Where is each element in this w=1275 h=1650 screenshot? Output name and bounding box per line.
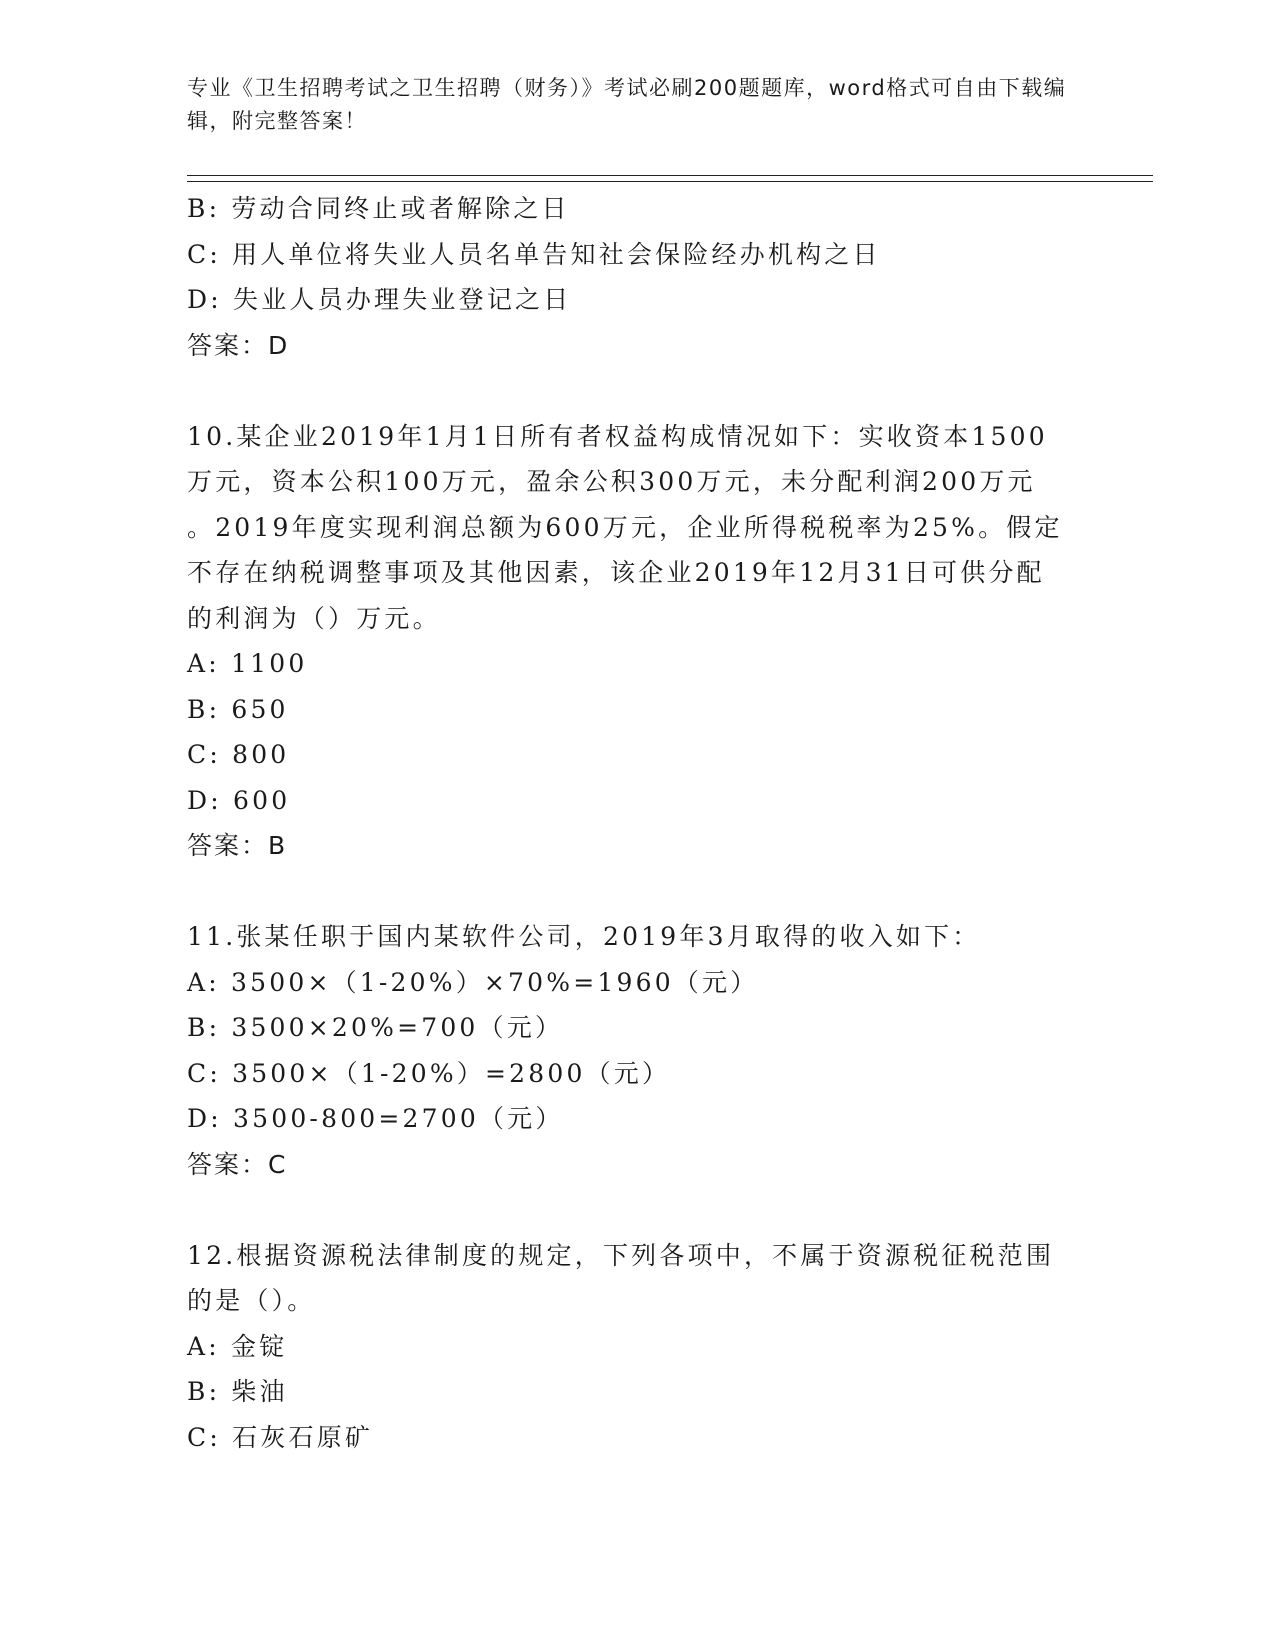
question-11 — [187, 914, 1067, 1187]
option-c: C: 石灰石原矿 — [187, 1422, 374, 1452]
option-a: A: 3500×（1-20%）×70%=1960（元） — [187, 967, 759, 997]
question-stem-line: 不存在纳税调整事项及其他因素，该企业2019年12月31日可供分配 — [187, 558, 1045, 587]
question-stem-line: 万元，资本公积100万元，盈余公积300万元，未分配利润200万元 — [187, 467, 1036, 496]
header-divider-bottom — [187, 181, 1153, 182]
prev-question — [187, 186, 1067, 368]
spacer — [187, 1187, 1067, 1233]
answer-line: 答案：D — [187, 330, 290, 360]
option-c: C: 3500×（1-20%）=2800（元） — [187, 1058, 671, 1088]
option-d: D: 3500-800=2700（元） — [187, 1104, 564, 1133]
option-d: D: 600 — [187, 785, 291, 815]
document-header: 专业《卫生招聘考试之卫生招聘（财务）》考试必刷200题题库，word格式可自由下载编辑，附完整答案！ — [187, 76, 1067, 133]
option-d: D: 失业人员办理失业登记之日 — [187, 285, 572, 314]
option-c: C: 800 — [187, 740, 290, 769]
question-stem-line: 11.张某任职于国内某软件公司，2019年3月取得的收入如下： — [187, 922, 981, 951]
question-stem-line: 12.根据资源税法律制度的规定，下列各项中，不属于资源税征税范围 — [187, 1240, 1055, 1270]
answer-line: 答案：B — [187, 831, 288, 860]
option-b: B: 柴油 — [187, 1377, 288, 1406]
answer-line: 答案：C — [187, 1149, 288, 1179]
document-body — [187, 186, 1067, 1460]
spacer — [187, 368, 1067, 414]
option-b: B: 3500×20%=700（元） — [187, 1013, 564, 1042]
question-stem-line: 10.某企业2019年1月1日所有者权益构成情况如下：实收资本1500 — [187, 421, 1048, 451]
header-divider-top — [187, 175, 1153, 176]
option-a: A: 1100 — [187, 649, 308, 678]
option-c: C: 用人单位将失业人员名单告知社会保险经办机构之日 — [187, 239, 881, 269]
question-stem-line: 的是（）。 — [187, 1286, 316, 1315]
question-10 — [187, 414, 1067, 869]
question-12 — [187, 1233, 1067, 1461]
question-stem-line: 的利润为（）万元。 — [187, 603, 441, 633]
question-stem-line: 。2019年度实现利润总额为600万元，企业所得税税率为25%。假定 — [187, 512, 1063, 542]
option-b: B: 劳动合同终止或者解除之日 — [187, 194, 570, 223]
option-b: B: 650 — [187, 694, 289, 724]
spacer — [187, 869, 1067, 915]
option-a: A: 金锭 — [187, 1331, 288, 1361]
